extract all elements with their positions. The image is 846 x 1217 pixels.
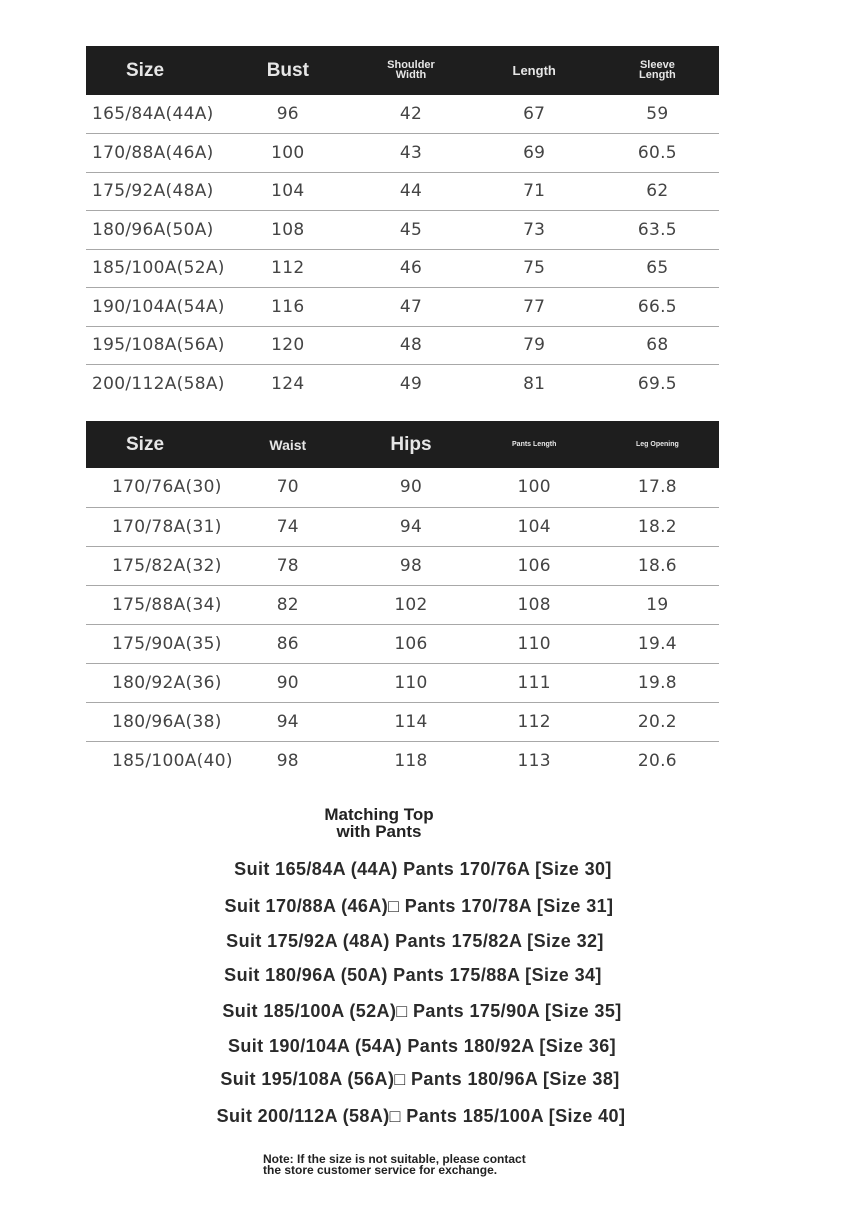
top-table-row xyxy=(86,211,719,250)
measurement-cell: 48 xyxy=(349,326,472,365)
measurement-cell: 73 xyxy=(473,211,596,250)
measurement-cell: 94 xyxy=(226,702,349,741)
size-cell: 185/100A(52A) xyxy=(86,249,226,288)
matching-pair-line: Suit 185/100A (52A)□ Pants 175/90A [Size 35] xyxy=(222,1001,622,1021)
measurement-cell: 20.6 xyxy=(637,750,677,771)
top-table-row xyxy=(86,326,719,365)
header-shoulder-width: Shoulder Width xyxy=(387,59,435,81)
header-leg-opening: Leg Opening xyxy=(636,441,679,448)
matching-pair-line: Suit 180/96A (50A) Pants 175/88A [Size 34] xyxy=(224,965,602,985)
measurement-cell: 20.2 xyxy=(596,702,719,741)
size-cell: 175/88A(34) xyxy=(86,585,226,624)
measurement-cell: 71 xyxy=(473,172,596,211)
measurement-cell: 94 xyxy=(349,507,472,546)
top-size-table xyxy=(86,46,719,403)
measurement-cell: 18.2 xyxy=(596,507,719,546)
bottom-table-row xyxy=(86,585,719,624)
measurement-cell: 120 xyxy=(226,326,349,365)
size-cell: 175/82A(32) xyxy=(86,546,226,585)
top-table-row xyxy=(86,365,719,404)
size-cell: 175/92A(48A) xyxy=(86,172,226,211)
measurement-cell: 82 xyxy=(226,585,349,624)
measurement-cell: 100 xyxy=(226,134,349,173)
measurement-cell: 69.5 xyxy=(637,374,677,394)
measurement-cell: 47 xyxy=(349,288,472,327)
header-length: Length xyxy=(512,63,556,78)
measurement-cell: 100 xyxy=(473,468,596,507)
top-table-row xyxy=(86,95,719,134)
size-cell: 185/100A(40) xyxy=(112,750,233,771)
measurement-cell: 69 xyxy=(473,134,596,173)
size-cell: 180/92A(36) xyxy=(86,663,226,702)
measurement-cell: 77 xyxy=(473,288,596,327)
measurement-cell: 75 xyxy=(473,249,596,288)
size-cell: 170/76A(30) xyxy=(86,468,226,507)
measurement-cell: 62 xyxy=(596,172,719,211)
measurement-cell: 67 xyxy=(473,95,596,134)
measurement-cell: 96 xyxy=(226,95,349,134)
header-size: Size xyxy=(126,434,165,455)
size-cell: 200/112A(58A) xyxy=(92,374,225,394)
bottom-table-row xyxy=(86,468,719,507)
bottom-table-row xyxy=(86,507,719,546)
bottom-table-row xyxy=(86,702,719,741)
measurement-cell: 108 xyxy=(226,211,349,250)
measurement-cell: 59 xyxy=(596,95,719,134)
measurement-cell: 86 xyxy=(226,624,349,663)
measurement-cell: 118 xyxy=(394,750,428,771)
measurement-cell: 68 xyxy=(596,326,719,365)
measurement-cell: 43 xyxy=(349,134,472,173)
matching-pair-line: Suit 200/112A (58A)□ Pants 185/100A [Size 40] xyxy=(216,1106,626,1126)
measurement-cell: 98 xyxy=(349,546,472,585)
measurement-cell: 18.6 xyxy=(596,546,719,585)
bottom-table-row xyxy=(86,546,719,585)
header-size: Size xyxy=(126,60,165,81)
matching-pair-line: Suit 170/88A (46A)□ Pants 170/78A [Size 31] xyxy=(224,896,614,916)
top-table-row xyxy=(86,172,719,211)
measurement-cell: 111 xyxy=(473,663,596,702)
measurement-cell: 45 xyxy=(349,211,472,250)
bottom-table-row xyxy=(86,741,719,780)
size-cell: 170/78A(31) xyxy=(86,507,226,546)
bottom-size-table xyxy=(86,421,719,780)
measurement-cell: 74 xyxy=(226,507,349,546)
header-hips: Hips xyxy=(390,434,432,455)
measurement-cell: 104 xyxy=(226,172,349,211)
top-table-header-row xyxy=(86,46,719,95)
measurement-cell: 90 xyxy=(349,468,472,507)
header-pants-length: Pants Length xyxy=(512,441,557,448)
size-cell: 190/104A(54A) xyxy=(86,288,226,327)
measurement-cell: 116 xyxy=(226,288,349,327)
measurement-cell: 78 xyxy=(226,546,349,585)
measurement-cell: 114 xyxy=(349,702,472,741)
header-waist: Waist xyxy=(269,436,307,453)
measurement-cell: 66.5 xyxy=(596,288,719,327)
measurement-cell: 49 xyxy=(399,374,423,394)
top-table-row xyxy=(86,288,719,327)
bottom-table-header-row xyxy=(86,421,719,468)
measurement-cell: 113 xyxy=(517,750,551,771)
bottom-table-row xyxy=(86,663,719,702)
measurement-cell: 104 xyxy=(473,507,596,546)
measurement-cell: 112 xyxy=(226,249,349,288)
measurement-cell: 79 xyxy=(473,326,596,365)
header-bust: Bust xyxy=(266,60,309,81)
measurement-cell: 60.5 xyxy=(596,134,719,173)
matching-pair-line: Suit 165/84A (44A) Pants 170/76A [Size 30] xyxy=(234,859,612,879)
header-sleeve-length: Sleeve Length xyxy=(639,59,676,81)
measurement-cell: 81 xyxy=(523,374,546,394)
measurement-cell: 90 xyxy=(226,663,349,702)
measurement-cell: 65 xyxy=(596,249,719,288)
measurement-cell: 98 xyxy=(276,750,299,771)
bottom-table-row xyxy=(86,624,719,663)
measurement-cell: 124 xyxy=(271,374,305,394)
measurement-cell: 17.8 xyxy=(596,468,719,507)
matching-pair-line: Suit 175/92A (48A) Pants 175/82A [Size 32] xyxy=(226,931,604,951)
measurement-cell: 112 xyxy=(473,702,596,741)
measurement-cell: 106 xyxy=(473,546,596,585)
size-cell: 170/88A(46A) xyxy=(86,134,226,173)
measurement-cell: 19.8 xyxy=(596,663,719,702)
top-table-row xyxy=(86,249,719,288)
measurement-cell: 110 xyxy=(349,663,472,702)
measurement-cell: 70 xyxy=(226,468,349,507)
top-table-row xyxy=(86,134,719,173)
measurement-cell: 46 xyxy=(349,249,472,288)
measurement-cell: 44 xyxy=(349,172,472,211)
matching-pair-line: Suit 190/104A (54A) Pants 180/92A [Size 36] xyxy=(227,1036,617,1056)
size-cell: 180/96A(38) xyxy=(86,702,226,741)
measurement-cell: 42 xyxy=(349,95,472,134)
size-cell: 165/84A(44A) xyxy=(86,95,226,134)
matching-title: Matching Top with Pants xyxy=(324,805,434,841)
measurement-cell: 106 xyxy=(349,624,472,663)
measurement-cell: 63.5 xyxy=(596,211,719,250)
matching-pair-line: Suit 195/108A (56A)□ Pants 180/96A [Size 38] xyxy=(220,1069,620,1089)
measurement-cell: 19.4 xyxy=(596,624,719,663)
measurement-cell: 102 xyxy=(349,585,472,624)
measurement-cell: 110 xyxy=(473,624,596,663)
measurement-cell: 19 xyxy=(596,585,719,624)
size-cell: 195/108A(56A) xyxy=(86,326,226,365)
measurement-cell: 108 xyxy=(473,585,596,624)
size-note: Note: If the size is not suitable, please contact the store customer service for exchange. xyxy=(263,1152,526,1177)
size-cell: 175/90A(35) xyxy=(86,624,226,663)
size-cell: 180/96A(50A) xyxy=(86,211,226,250)
